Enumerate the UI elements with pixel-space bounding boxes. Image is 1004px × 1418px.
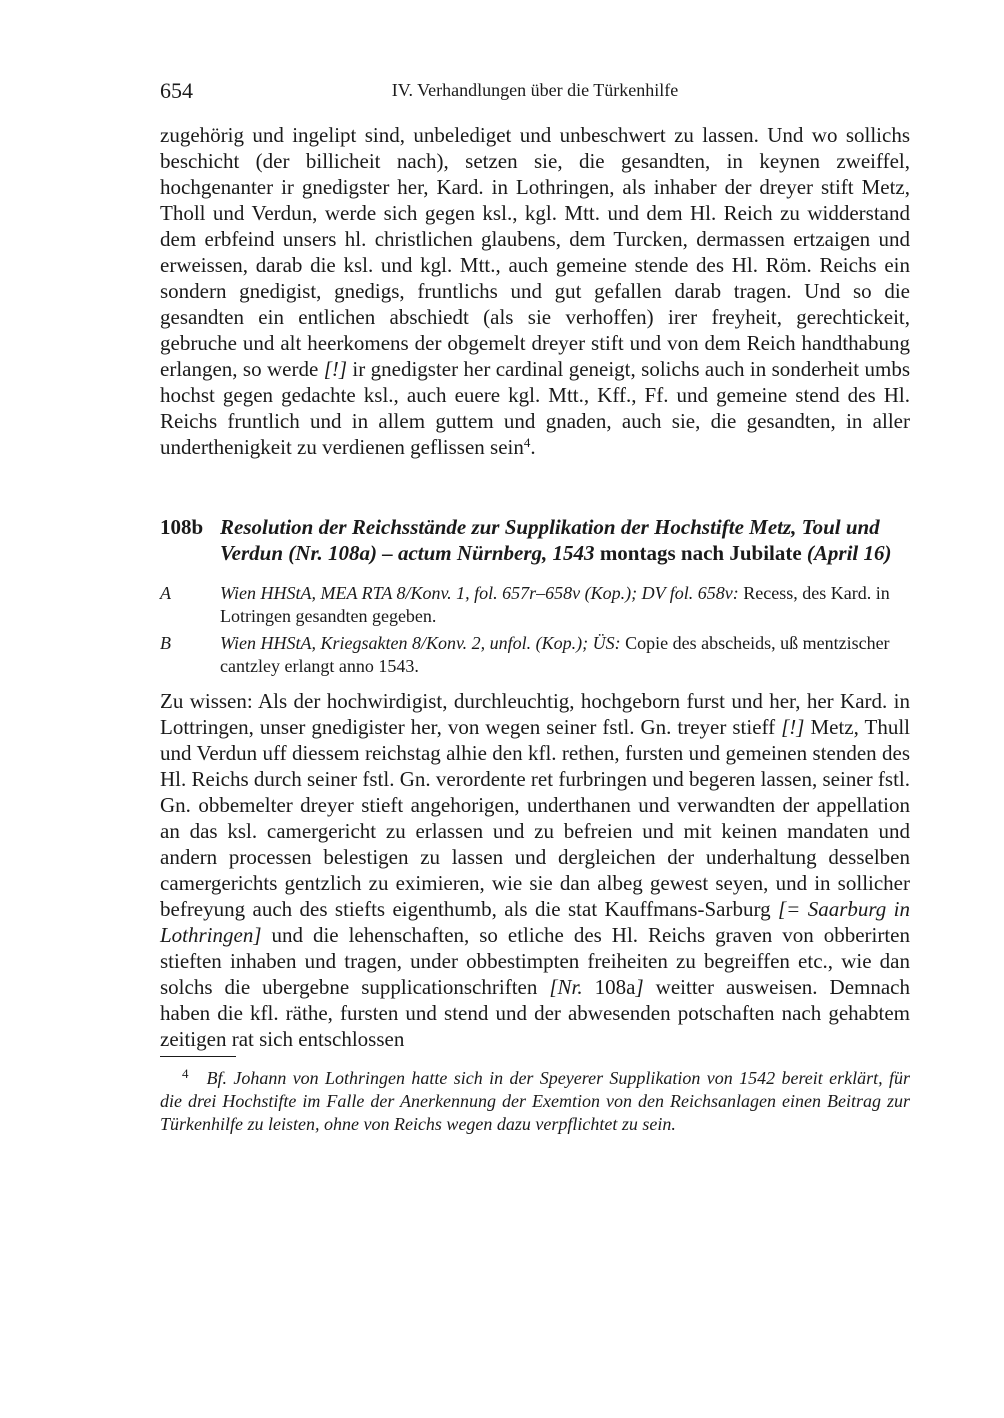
paragraph-text: und die lehenschaften, so etliche des Hl. Reichs graven von obberirten stieften inhaben und tragen, under obbestimpten freiheiten zu begreiffen etc., wie dan solchs die ubergebne supplicationschriften — [160, 923, 910, 999]
continuation-paragraph — [160, 122, 910, 460]
editorial-note: [Nr. — [549, 975, 583, 999]
running-title: IV. Verhandlungen über die Türkenhilfe — [391, 80, 679, 100]
document-title — [220, 514, 910, 566]
footnote-rule — [160, 1056, 236, 1057]
footnote-number: 4 — [182, 1066, 189, 1081]
document-heading — [160, 514, 910, 566]
running-head — [160, 78, 910, 108]
cross-reference: 108a — [582, 975, 636, 999]
source-sigle: A — [160, 583, 171, 603]
footnote — [160, 1067, 910, 1136]
source-archive: Wien HHStA, MEA RTA 8/Konv. 1, fol. 657r–658v (Kop.); DV fol. 658v: — [220, 583, 739, 603]
source-sigle: B — [160, 633, 171, 653]
editorial-note: [= Saarburg in Lothringen] — [160, 897, 910, 947]
paragraph-end: . — [530, 435, 536, 459]
paragraph-text: Zu wissen: Als der hochwirdigist, durchleuchtig, hochgeborn furst und her, her Kard. in Lottringen, unser gnedigister her, von wegen seiner fstl. Gn. treyer stieff — [160, 689, 910, 739]
paragraph-text: ir gnedigster her cardinal geneigt, solichs auch in sonderheit umbs hochst gegen gedachte ksl., auch euere kgl. Mtt., Kff., Ff. und gemeine stend des Hl. Reichs fruntlich und in allem guttem und gnaden, auch sie, die gesandten, in aller underthenigkeit zu verdienen geflissen sein — [160, 357, 910, 459]
document-number: 108b — [160, 515, 204, 539]
paragraph-text: zugehörig und ingelipt sind, unbelediget und unbeschwert zu lassen. Und wo sollichs beschicht (der billicheit nach), setzen sie, die gesandten, in keynen zweiffel, hochgenanter ir gnedigster her, Kard. in Lothringen, als inhaber der dreyer stift Metz, Tholl und Verdun, werde sich gegen ksl., kgl. Mtt. und dem Hl. Reich zu widderstand dem erbfeind unsers hl. christlichen glaubens, dem Turcken, dermassen ertzaigen und erweissen, darab die ksl. und kgl. Mtt., auch gemeine stende des Hl. Röm. Reichs ein sondern gnedigist, gnedigs, fruntlichs und gut gefallen darab tragen. Und so die gesandten ein entlichen abschiedt (als sie verhoffen) irer freyheit, gerechtickeit, gebruche und alt heerkomens der obgemelt dreyer stift und von dem Reich handthabung erlangen, so werde — [160, 123, 910, 381]
document-title-date-text: montags nach Jubilate — [594, 541, 807, 565]
source-entry-b — [160, 632, 910, 678]
document-title-italic: Resolution der Reichsstände zur Supplikation der Hochstifte Metz, Toul und Verdun (Nr. 108a) – actum Nürnberg, 1543 — [220, 515, 880, 565]
sic-mark: [!] — [781, 715, 805, 739]
source-list — [160, 582, 910, 678]
source-note: Recess, des Kard. in Lotringen gesandten gegeben. — [220, 583, 890, 626]
document-page — [160, 78, 910, 1136]
document-body — [160, 688, 910, 1052]
document-title-date: (April 16) — [806, 541, 892, 565]
source-note: Copie des abscheids, uß mentzischer cantzley erlangt anno 1543. — [220, 633, 890, 676]
sic-mark: [!] — [323, 357, 348, 381]
paragraph-text: Metz, Thull und Verdun uff diessem reichstag alhie den kfl. rethen, fursten und gemeinen stenden des Hl. Reichs durch seiner fstl. Gn. verordente ret furbringen und begeren lassen, seiner fstl. Gn. obbemelter dreyer stieft angehorigen, underthanen und verwandten der appellation an das ksl. camergericht zu erlassen und zu befreien und mit keinen mandaten und andern processen belestigen zu lassen und dergleichen der underhaltung desselben camergerichts gentzlich zu eximieren, wie sie dan albeg gewest seyen, und in sollicher befreyung auch des stiefts eigenthumb, als die stat Kauffmans-Sarburg — [160, 715, 910, 921]
footnote-text: Bf. Johann von Lothringen hatte sich in der Speyerer Supplikation von 1542 bereit erklärt, für die drei Hochstifte im Falle der Anerkennung der Exemtion von den Reichsanlagen einen Beitrag zur Türkenhilfe zu leisten, ohne von Reichs wegen dazu verpflichtet zu sein. — [160, 1068, 910, 1134]
page-number: 654 — [160, 78, 193, 103]
editorial-note: ] — [635, 975, 644, 999]
source-archive: Wien HHStA, Kriegsakten 8/Konv. 2, unfol. (Kop.); ÜS: — [220, 633, 621, 653]
footnote-reference[interactable]: 4 — [523, 435, 531, 450]
source-entry-a — [160, 582, 910, 628]
paragraph-text: weitter ausweisen. Demnach haben die kfl. räthe, fursten und stend und der abwesenden potschaften nach gehabtem zeitigen rat sich entschlossen — [160, 975, 911, 1051]
